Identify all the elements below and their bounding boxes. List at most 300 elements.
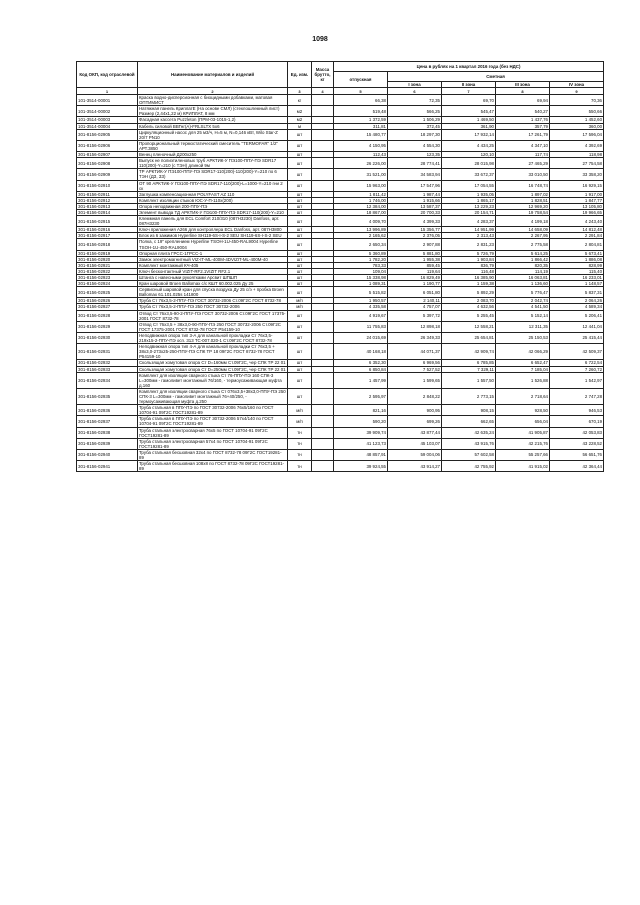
name-cell: Сервисный шаровой кран для спуска воздуха Ду 25 с/э + пробка Broen Ballomax 61.101.025s 141800 — [138, 287, 288, 298]
zone-1-price-cell: 34 583,94 — [388, 169, 442, 180]
table-row — [77, 158, 604, 169]
release-price-cell: 1 811,42 — [334, 191, 388, 197]
zone-2-price-cell: 42 909,74 — [442, 344, 496, 360]
table-row — [77, 344, 604, 360]
name-cell: Фасадная кассета Puzzleton (ПРМ-03-1015-1,2) — [138, 117, 288, 123]
unit-cell: шт — [288, 366, 312, 372]
release-price-cell: 18 867,00 — [334, 209, 388, 215]
zone-1-price-cell: 1 506,29 — [388, 117, 442, 123]
zone-2-price-cell: 2 313,43 — [442, 233, 496, 239]
code-cell: 101-3514-00003 — [77, 117, 138, 123]
header-zone-2: II зона — [442, 82, 496, 88]
zone-3-price-cell: 16 748,74 — [496, 180, 550, 191]
unit-cell: шт — [288, 140, 312, 151]
index-cell: 5 — [334, 88, 388, 95]
mass-cell — [312, 287, 334, 298]
unit-cell: шт — [288, 388, 312, 404]
code-cell: 301-8156-02941 — [77, 461, 138, 472]
release-price-cell: 11 755,83 — [334, 321, 388, 332]
release-price-cell: 519,48 — [334, 106, 388, 117]
code-cell: 301-8156-02914 — [77, 209, 138, 215]
mass-cell — [312, 158, 334, 169]
name-cell: Скользящая хомутовая опора Ст D=250мм Ст.09Г2С, чер СПК ТР 22 01 — [139, 366, 286, 372]
release-price-cell: 1 372,59 — [334, 117, 388, 123]
release-price-cell: 112,43 — [334, 152, 388, 158]
zone-1-price-cell: 4 554,30 — [388, 140, 442, 151]
release-price-cell: 821,16 — [334, 405, 388, 416]
name-cell: Комплект изоляции стыков ЮС-У-П-110х(200) — [138, 197, 288, 203]
zone-2-price-cell: 1 903,84 — [442, 256, 496, 262]
zone-1-price-cell: 2 848,22 — [388, 388, 442, 404]
unit-cell: кг — [288, 95, 312, 106]
header-estimate: Сметная — [388, 72, 604, 82]
unit-cell: шт — [288, 191, 312, 197]
zone-2-price-cell: 4 632,56 — [442, 304, 496, 310]
code-cell: 301-8156-02918 — [77, 239, 138, 250]
zone-4-price-cell: 1 917,00 — [550, 191, 604, 197]
name-cell: Скользящая хомутовая опора Ст D=160мм Ст.09Г2С, чер СПК ТР 22 01 — [139, 360, 286, 366]
mass-cell — [312, 416, 334, 427]
release-price-cell: 15 338,98 — [334, 275, 388, 281]
name-cell: Блок из 6 зажимов Hyperline SH119-6S-I-S-2 SEU SH119-6S-I-S-2 SEU — [138, 233, 288, 239]
zone-2-price-cell: 1 159,38 — [442, 281, 496, 287]
release-price-cell: 590,20 — [334, 416, 388, 427]
code-cell: 301-8156-02931 — [77, 344, 138, 360]
zone-4-price-cell: 25 415,44 — [550, 332, 604, 343]
unit-cell: м2 — [288, 117, 312, 123]
page-number: 1098 — [312, 36, 328, 43]
zone-3-price-cell: 25 150,53 — [496, 332, 550, 343]
zone-1-price-cell: 900,95 — [388, 405, 442, 416]
zone-1-price-cell: 43 877,44 — [388, 427, 442, 438]
zone-2-price-cell: 1 935,05 — [442, 191, 496, 197]
name-cell: ОТ 90 АРКТИК-У ПЭ100-ППУ-ПЭ SDR17-110(200)-L=1000-Y=210 гни 2 ск — [138, 180, 288, 191]
zone-3-price-cell: 4 541,50 — [496, 304, 550, 310]
code-cell: 301-8156-02937 — [77, 416, 138, 427]
zone-3-price-cell: 357,79 — [496, 123, 550, 129]
zone-1-price-cell: 16 829,49 — [388, 275, 442, 281]
zone-2-price-cell: 2 773,15 — [442, 388, 496, 404]
zone-3-price-cell: 42 215,76 — [496, 438, 550, 449]
release-price-cell: 4 919,67 — [334, 310, 388, 321]
unit-cell: м/п — [288, 298, 312, 304]
unit-cell: м — [288, 123, 312, 129]
zone-4-price-cell: 56 651,76 — [550, 449, 604, 460]
code-cell: 301-8156-02913 — [77, 203, 138, 209]
code-cell: 301-8156-02939 — [77, 438, 138, 449]
table-row — [77, 388, 604, 404]
name-cell: Труба Ст 76х3,5-2-ППУ-ПЭ ГОСТ 30732-2006 Ст.09Г2С ГОСТ 8732-78 — [138, 298, 288, 304]
zone-4-price-cell: 42 364,44 — [550, 461, 604, 472]
unit-cell: шт — [288, 321, 312, 332]
name-cell: Венец пленочный Д200х250 — [138, 152, 288, 158]
zone-3-price-cell: 42 066,29 — [496, 344, 550, 360]
zone-3-price-cell: 1 897,02 — [496, 191, 550, 197]
zone-3-price-cell: 14 658,09 — [496, 227, 550, 233]
name-cell: Опорная плита ГРСС-1ГРСС-1 — [138, 250, 288, 256]
table-row — [77, 438, 604, 449]
zone-4-price-cell: 42 053,83 — [550, 427, 604, 438]
release-price-cell: 31 521,00 — [334, 169, 388, 180]
zone-3-price-cell: 19 758,54 — [496, 209, 550, 215]
unit-cell: шт — [288, 372, 312, 388]
code-cell: 301-8156-02921 — [77, 262, 138, 268]
name-cell: Труба Ст 76х3,5-2-ППУ-ПЭ 250 ГОСТ 30732-2006 — [138, 304, 288, 310]
zone-1-price-cell: 13 587,37 — [388, 203, 442, 209]
unit-cell: шт — [288, 262, 312, 268]
name-cell: Ключ приложения А266 для контроллера ECL Danfoss, арт. 087H3800 — [138, 227, 288, 233]
unit-cell: шт — [288, 344, 312, 360]
code-cell: 301-8156-02938 — [77, 427, 138, 438]
zone-2-price-cell: 20 154,71 — [442, 209, 496, 215]
unit-cell: м2 — [288, 106, 312, 117]
zone-3-price-cell: 656,04 — [496, 416, 550, 427]
zone-2-price-cell: 13 229,23 — [442, 203, 496, 209]
release-price-cell: 6 850,84 — [334, 366, 388, 372]
name-cell: Труба стальная бесшовная 108х8 по ГОСТ 8732-78 09Г2С ГОСТ19281-89 — [138, 461, 288, 472]
zone-1-price-cell: 18 297,30 — [388, 129, 442, 140]
zone-1-price-cell: 566,25 — [388, 106, 442, 117]
release-price-cell: 4 009,70 — [334, 216, 388, 227]
release-price-cell: 1 782,20 — [334, 256, 388, 262]
release-price-cell: 41 123,73 — [334, 438, 388, 449]
unit-cell: шт — [288, 268, 312, 274]
zone-1-price-cell: 123,35 — [388, 152, 442, 158]
zone-4-price-cell: 4 392,69 — [550, 140, 604, 151]
zone-3-price-cell: 1 136,60 — [496, 281, 550, 287]
zone-1-price-cell: 2 140,11 — [388, 298, 442, 304]
zone-4-price-cell: 12 441,04 — [550, 321, 604, 332]
zone-1-price-cell: 45 103,07 — [388, 438, 442, 449]
unit-cell: шт — [288, 275, 312, 281]
mass-cell — [312, 372, 334, 388]
unit-cell: тн — [288, 449, 312, 460]
name-cell: Клеммная панель для ECL Comfort 210/310 (087H3230) Danfoss, арт. 087H3230 — [138, 216, 288, 227]
name-cell: Комплект монтажный КЧ-405 — [138, 262, 288, 268]
table-row — [77, 169, 604, 180]
unit-cell: шт — [288, 197, 312, 203]
zone-3-price-cell: 55 257,66 — [496, 449, 550, 460]
table-row — [77, 449, 604, 460]
release-price-cell: 4 335,58 — [334, 304, 388, 310]
zone-4-price-cell: 118,98 — [550, 152, 604, 158]
index-cell: 7 — [442, 88, 496, 95]
code-cell: 301-8156-02922 — [77, 268, 138, 274]
name-cell: Опора неподвижная 200-ППУ-ПЭ — [138, 203, 288, 209]
unit-cell: шт — [288, 233, 312, 239]
zone-3-price-cell: 2 718,64 — [496, 388, 550, 404]
release-price-cell: 40 168,18 — [334, 344, 388, 360]
name-cell: Элемент вывода ТД АРКТИК-У ПЭ100-ППУ-ПЭ SDR17-110(200)-Y=210 — [138, 209, 288, 215]
code-cell: 301-8156-02923 — [77, 275, 138, 281]
zone-2-price-cell: 43 915,76 — [442, 438, 496, 449]
zone-4-price-cell: 2 804,81 — [550, 239, 604, 250]
zone-1-price-cell: 5 881,80 — [388, 250, 442, 256]
zone-2-price-cell: 69,70 — [442, 95, 496, 106]
name-cell: Выпуск не полиэтиленовых труб АРКТИК-У ПЭ100-ППУ-ПЭ SDR17 110(200)-Y=210 (с ТЭН) длиной 9м — [138, 158, 288, 169]
release-price-cell: 109,04 — [334, 268, 388, 274]
name-cell: Циркуляционный насос для 25 м3/ч, H=5 м, N=0,146 кВт, Wilo Star-Z 20/7 PN10 — [138, 129, 288, 140]
zone-1-price-cell: 43 914,27 — [388, 461, 442, 472]
zone-4-price-cell: 828,99 — [550, 262, 604, 268]
table-row — [77, 239, 604, 250]
zone-4-price-cell: 1 148,57 — [550, 281, 604, 287]
unit-cell: шт — [288, 129, 312, 140]
table-row — [77, 287, 604, 298]
table-row — [77, 95, 604, 106]
code-cell: 301-8156-02926 — [77, 298, 138, 304]
name-cell: Краска водно-дисперсионная с биоцидными добавками, матовая ОПТИМИСТ — [138, 95, 288, 106]
code-cell: 301-8156-02940 — [77, 449, 138, 460]
header-price-group: Цена в рублях на 1 квартал 2016 года (без НДС) — [334, 62, 604, 72]
release-price-cell: 1 457,99 — [334, 372, 388, 388]
unit-cell: шт — [288, 158, 312, 169]
mass-cell — [312, 169, 334, 180]
zone-4-price-cell: 27 754,58 — [550, 158, 604, 169]
zone-4-price-cell: 1 542,97 — [550, 372, 604, 388]
zone-3-price-cell: 1 866,42 — [496, 256, 550, 262]
code-cell: 301-8156-02919 — [77, 250, 138, 256]
table-row — [77, 461, 604, 472]
name-cell: Ключ бесконтактный VIZIT-RF2.1VIZIT RF2.1 — [138, 268, 288, 274]
zone-4-price-cell: 2 064,26 — [550, 298, 604, 304]
zone-1-price-cell: 59 004,06 — [388, 449, 442, 460]
unit-cell: шт — [288, 332, 312, 343]
unit-cell: м/п — [288, 405, 312, 416]
zone-2-price-cell: 42 755,92 — [442, 461, 496, 472]
name-cell: Кабель силовой ВВГнг(А)-FRLSLTX 5х6 — [138, 123, 288, 129]
mass-cell — [312, 180, 334, 191]
name-cell: Неподвижная опора тип 4-А для канальной прокладки Ст 76х3,5 + 38х3,0-273х25-250-ППУ-ПЭ СПК ТР 18 09Г2С ГОСТ 8732-78 ГОСТ Р54159-10 — [138, 344, 288, 360]
header-name: Наименование материалов и изделий — [138, 62, 288, 88]
name-cell: Пропорциональный термостатический смеситель "TERMOFAR" 1/2" АРТ.3850 — [138, 140, 288, 151]
zone-2-price-cell: 17 054,55 — [442, 180, 496, 191]
zone-1-price-cell: 1 915,66 — [388, 197, 442, 203]
zone-4-price-cell: 16 929,15 — [550, 180, 604, 191]
zone-2-price-cell: 662,65 — [442, 416, 496, 427]
zone-1-price-cell: 859,45 — [388, 262, 442, 268]
mass-cell — [312, 405, 334, 416]
unit-cell: тн — [288, 438, 312, 449]
header-zone-1: I зона — [388, 82, 442, 88]
unit-cell: шт — [288, 310, 312, 321]
zone-1-price-cell: 119,64 — [388, 268, 442, 274]
release-price-cell: 311,81 — [334, 123, 388, 129]
code-cell: 101-3514-00001 — [77, 95, 138, 106]
code-cell: 301-8156-02908 — [77, 158, 138, 169]
unit-cell: шт — [288, 152, 312, 158]
zone-2-price-cell: 5 255,45 — [442, 310, 496, 321]
zone-1-price-cell: 6 051,80 — [388, 287, 442, 298]
release-price-cell: 12 384,00 — [334, 203, 388, 209]
zone-2-price-cell: 42 635,24 — [442, 427, 496, 438]
zone-3-price-cell: 16 063,81 — [496, 275, 550, 281]
zone-3-price-cell: 69,94 — [496, 95, 550, 106]
zone-4-price-cell: 2 747,28 — [550, 388, 604, 404]
name-cell: Комплект для изоляции сварного стыка Ст 76-ППУ-ПЭ 160 СПК-3 L=300мм - гамоливет монтажный 76/160, - термоусаживающая муфта д.160 — [138, 372, 288, 388]
name-cell: Труба стальная электросварная 76х5 по ГОСТ 10704-91 09Г2С ГОСТ19281-89 — [138, 427, 288, 438]
zone-3-price-cell: 5 152,14 — [496, 310, 550, 321]
release-price-cell: 24 015,69 — [334, 332, 388, 343]
zone-2-price-cell: 2 083,70 — [442, 298, 496, 304]
zone-1-price-cell: 1 599,65 — [388, 372, 442, 388]
zone-4-price-cell: 1 847,77 — [550, 197, 604, 203]
mass-cell — [312, 321, 334, 332]
table-row — [77, 106, 604, 117]
zone-4-price-cell: 1 452,60 — [550, 117, 604, 123]
code-cell: 301-8156-02912 — [77, 197, 138, 203]
zone-3-price-cell: 117,74 — [496, 152, 550, 158]
price-table — [76, 61, 604, 472]
unit-cell: м/п — [288, 304, 312, 310]
release-price-cell: 5 360,89 — [334, 250, 388, 256]
zone-3-price-cell: 7 185,04 — [496, 366, 550, 372]
table-row — [77, 321, 604, 332]
name-cell: Труба стальная электросварная 57х4 по ГОСТ 10704-91 09Г2С ГОСТ19281-89 — [138, 438, 288, 449]
mass-cell — [312, 216, 334, 227]
zone-4-price-cell: 360,00 — [550, 123, 604, 129]
zone-4-price-cell: 1 886,08 — [550, 256, 604, 262]
header-unit: Ед. изм. — [288, 62, 312, 88]
zone-3-price-cell: 6 652,47 — [496, 360, 550, 366]
zone-2-price-cell: 116,48 — [442, 268, 496, 274]
mass-cell — [312, 449, 334, 460]
zone-4-price-cell: 16 233,01 — [550, 275, 604, 281]
release-price-cell: 39 909,74 — [334, 427, 388, 438]
zone-4-price-cell: 115,40 — [550, 268, 604, 274]
zone-4-price-cell: 4 243,40 — [550, 216, 604, 227]
zone-2-price-cell: 4 283,37 — [442, 216, 496, 227]
index-cell: 9 — [550, 88, 604, 95]
name-cell: Неподвижная опора тип 3-А для канальной прокладки Ст 76х3,5-219х15-2-ППУ-ПЭ осп. 313 ТС-007.020-1 Ст.09Г2С ГОСТ 8732-78 — [138, 332, 288, 343]
unit-cell: шт — [288, 180, 312, 191]
mass-cell — [312, 461, 334, 472]
unit-cell: шт — [288, 203, 312, 209]
mass-cell — [312, 106, 334, 117]
zone-2-price-cell: 5 892,29 — [442, 287, 496, 298]
mass-cell — [312, 388, 334, 404]
code-cell: 101-3514-00004 — [77, 123, 138, 129]
code-cell: 301-8156-02934 — [77, 372, 138, 388]
zone-4-price-cell: 6 722,54 — [550, 360, 604, 366]
zone-2-price-cell: 120,10 — [442, 152, 496, 158]
zone-1-price-cell: 372,45 — [388, 123, 442, 129]
zone-1-price-cell: 5 397,72 — [388, 310, 442, 321]
release-price-cell: 783,33 — [334, 262, 388, 268]
zone-1-price-cell: 6 969,56 — [388, 360, 442, 366]
zone-3-price-cell: 1 526,88 — [496, 372, 550, 388]
unit-cell: тн — [288, 461, 312, 472]
zone-2-price-cell: 4 434,25 — [442, 140, 496, 151]
unit-cell: шт — [288, 227, 312, 233]
zone-1-price-cell: 1 987,44 — [388, 191, 442, 197]
name-cell: Труба стальная в ППУ-ПЭ по ГОСТ 30732-2006 57х4/140 по ГОСТ 10704-91 09Г2С ГОСТ19281-89 — [138, 416, 288, 427]
zone-1-price-cell: 1 955,38 — [388, 256, 442, 262]
index-cell: 8 — [496, 88, 550, 95]
code-cell: 301-8156-02916 — [77, 227, 138, 233]
zone-3-price-cell: 2 267,95 — [496, 233, 550, 239]
release-price-cell: 13 996,89 — [334, 227, 388, 233]
mass-cell — [312, 332, 334, 343]
unit-cell: шт — [288, 256, 312, 262]
zone-2-price-cell: 25 654,81 — [442, 332, 496, 343]
zone-4-price-cell: 43 228,52 — [550, 438, 604, 449]
mass-cell — [312, 129, 334, 140]
header-zone-3: III зона — [496, 82, 550, 88]
code-cell: 301-8156-02930 — [77, 332, 138, 343]
mass-cell — [312, 310, 334, 321]
zone-1-price-cell: 699,26 — [388, 416, 442, 427]
table-row — [77, 129, 604, 140]
mass-cell — [312, 427, 334, 438]
zone-2-price-cell: 16 385,90 — [442, 275, 496, 281]
zone-4-price-cell: 670,19 — [550, 416, 604, 427]
table-row — [77, 405, 604, 416]
release-price-cell: 15 963,00 — [334, 180, 388, 191]
zone-3-price-cell: 41 905,87 — [496, 427, 550, 438]
zone-1-price-cell: 26 349,33 — [388, 332, 442, 343]
table-row — [77, 140, 604, 151]
zone-2-price-cell: 57 602,58 — [442, 449, 496, 460]
release-price-cell: 2 650,34 — [334, 239, 388, 250]
release-price-cell: 6 352,30 — [334, 360, 388, 366]
header-code: Код ОКП, код отраслевой — [77, 62, 138, 88]
zone-3-price-cell: 27 465,29 — [496, 158, 550, 169]
zone-1-price-cell: 15 356,77 — [388, 227, 442, 233]
zone-2-price-cell: 7 329,11 — [442, 366, 496, 372]
header-zone-4: IV зона — [550, 82, 604, 88]
unit-cell: шт — [288, 209, 312, 215]
zone-1-price-cell: 1 190,77 — [388, 281, 442, 287]
zone-3-price-cell: 17 261,79 — [496, 129, 550, 140]
zone-3-price-cell: 12 311,35 — [496, 321, 550, 332]
zone-2-price-cell: 1 865,17 — [442, 197, 496, 203]
zone-3-price-cell: 41 915,02 — [496, 461, 550, 472]
zone-3-price-cell: 1 437,76 — [496, 117, 550, 123]
name-cell: Заглушка компенсационная POLYFAST AZ 110 — [138, 191, 288, 197]
code-cell: 301-8156-02933 — [77, 366, 138, 372]
zone-3-price-cell: 5 614,25 — [496, 250, 550, 256]
zone-4-price-cell: 5 837,31 — [550, 287, 604, 298]
name-cell: Комплект для изоляции сварного стыка Ст 076х3,5+38х3,0-ППУ-ПЭ 250 СПК-3 L=300мм - гамоливет монтажный 76+40/250, - термоусаживающая муфта д.250 — [139, 388, 286, 405]
zone-4-price-cell: 550,66 — [550, 106, 604, 117]
mass-cell — [312, 140, 334, 151]
table-row — [77, 427, 604, 438]
zone-2-price-cell: 28 015,98 — [442, 158, 496, 169]
release-price-cell: 26 226,00 — [334, 158, 388, 169]
zone-2-price-cell: 1 469,50 — [442, 117, 496, 123]
zone-4-price-cell: 7 260,72 — [550, 366, 604, 372]
zone-2-price-cell: 2 831,23 — [442, 239, 496, 250]
index-cell: 2 — [138, 88, 288, 95]
zone-1-price-cell: 2 376,05 — [388, 233, 442, 239]
code-cell: 301-8156-02907 — [77, 152, 138, 158]
code-cell: 301-8156-02917 — [77, 233, 138, 239]
zone-2-price-cell: 5 726,79 — [442, 250, 496, 256]
name-cell: Кран шаровой Broen Ballomax с/с КШТ 60.002.025 Ду 25 — [138, 281, 288, 287]
zone-4-price-cell: 13 105,80 — [550, 203, 604, 209]
unit-cell: шт — [288, 281, 312, 287]
zone-2-price-cell: 17 932,14 — [442, 129, 496, 140]
code-cell: 301-8156-02905 — [77, 129, 138, 140]
code-cell: 301-8156-02927 — [77, 304, 138, 310]
header-mass: Масса брутто, кг — [312, 62, 334, 88]
zone-3-price-cell: 33 010,50 — [496, 169, 550, 180]
zone-1-price-cell: 4 399,33 — [388, 216, 442, 227]
release-price-cell: 4 150,95 — [334, 140, 388, 151]
name-cell: Отвод Ст 76х3,5-90-2-ППУ-ПЭ ГОСТ 30732-2006 Ст.09Г2С ГОСТ 17375-2001 ГОСТ 8732-78 — [139, 310, 286, 321]
zone-1-price-cell: 44 071,37 — [388, 344, 442, 360]
